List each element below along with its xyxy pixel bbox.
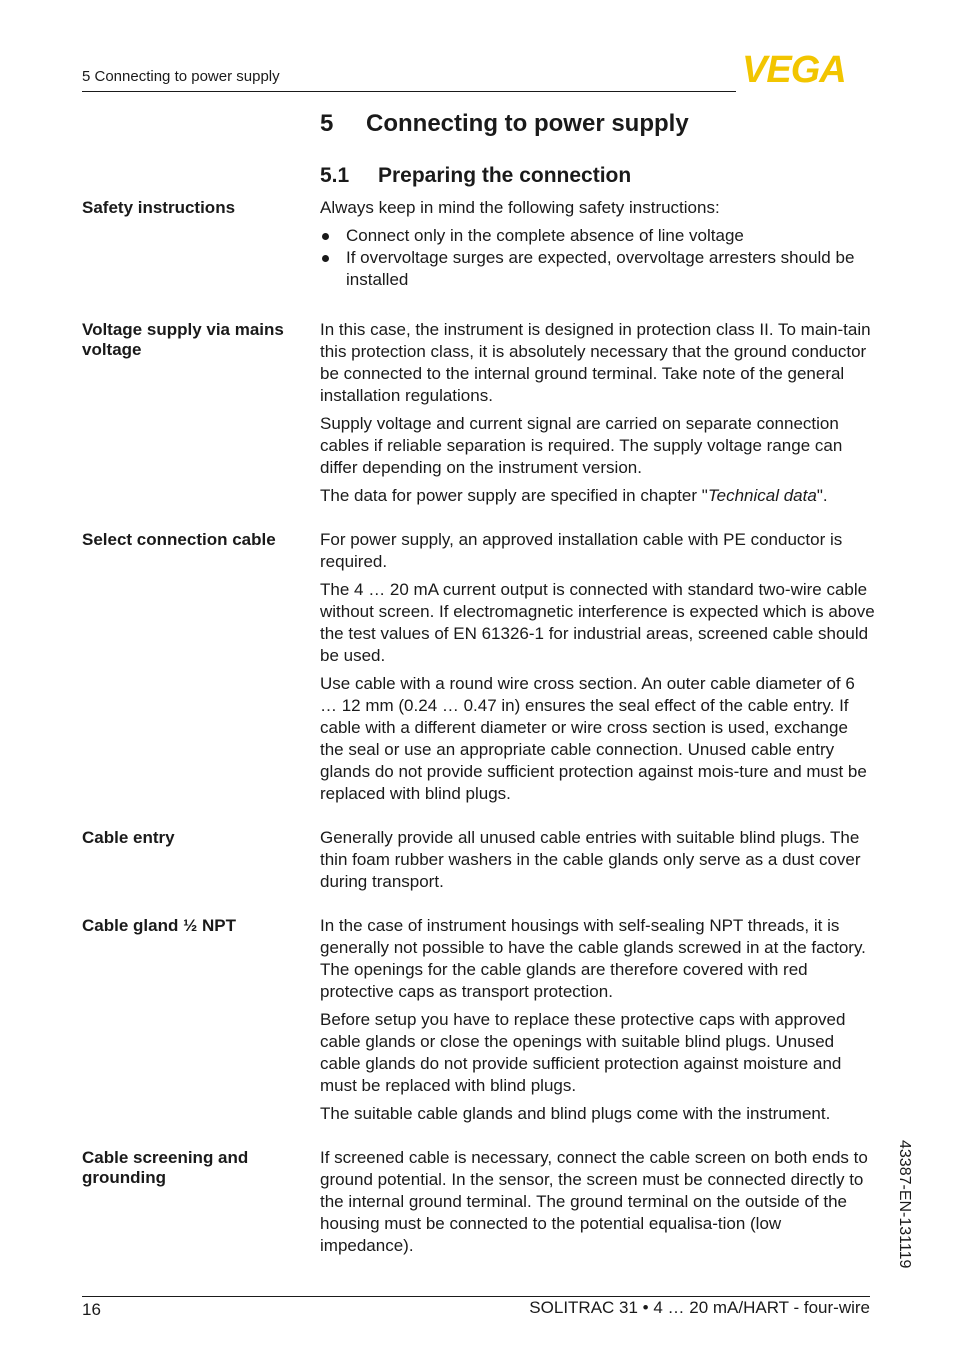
safety-block	[320, 197, 875, 291]
paragraph	[320, 485, 875, 507]
mains-block	[320, 319, 875, 513]
chapter-title: Connecting to power supply	[366, 110, 689, 137]
margin-label-entry: Cable entry	[82, 828, 175, 847]
footer-title: SOLITRAC 31 • 4 … 20 mA/HART - four-wire	[529, 1298, 870, 1317]
page-number: 16	[82, 1300, 101, 1319]
section-number: 5.1	[320, 164, 350, 187]
footer-rule	[82, 1296, 870, 1297]
header-rule	[82, 91, 736, 92]
margin-label-screen: Cable screening and grounding	[82, 1148, 249, 1187]
paragraph: Before setup you have to replace these protective caps with approved cable glands or close the openings with suitable blind plugs. Unused cable glands do not provide sufficient protection against moisture and must be replaced with blind plugs.	[320, 1010, 846, 1095]
gland-block	[320, 915, 875, 1131]
list-item: If overvoltage surges are expected, overvoltage arresters should be installed	[320, 247, 875, 291]
margin-label-mains: Voltage supply via mains voltage	[82, 320, 284, 359]
paragraph: For power supply, an approved installation cable with PE conductor is required.	[320, 530, 843, 571]
running-header: 5 Connecting to power supply	[82, 68, 280, 85]
paragraph: In the case of instrument housings with self-sealing NPT threads, it is generally not possible to have the cable glands screwed in at the factory. The openings for the cable glands are therefore covered with red protective caps as transport protection.	[320, 916, 866, 1001]
entry-block	[320, 827, 875, 899]
safety-intro: Always keep in mind the following safety instructions:	[320, 198, 720, 217]
paragraph: The suitable cable glands and blind plugs come with the instrument.	[320, 1104, 831, 1123]
paragraph: Generally provide all unused cable entries with suitable blind plugs. The thin foam rubber washers in the cable glands only serve as a dust cover during transport.	[320, 828, 861, 891]
chapter-number: 5	[320, 110, 334, 137]
safety-list	[320, 225, 875, 291]
vega-logo	[742, 52, 872, 84]
text-run: The data for power supply are specified in chapter "	[320, 486, 708, 505]
section-title: Preparing the connection	[378, 164, 632, 187]
paragraph: If screened cable is necessary, connect the cable screen on both ends to ground potential. In the sensor, the screen must be connected directly to the internal ground terminal. The ground terminal on the outside of the housing must be connected to the potential equalisa-tion (low impedance).	[320, 1148, 868, 1255]
paragraph: In this case, the instrument is designed in protection class II. To main-tain this protection class, it is absolutely necessary that the ground conductor be connected to the internal ground terminal. Take note of the general installation regulations.	[320, 320, 871, 405]
chapter-reference: Technical data	[707, 486, 817, 505]
logo-text: VEGA	[742, 52, 846, 84]
list-item: Connect only in the complete absence of line voltage	[320, 225, 875, 247]
paragraph: Supply voltage and current signal are carried on separate connection cables if reliable separation is required. The supply voltage range can differ depending on the instrument version.	[320, 414, 843, 477]
text-run: ".	[816, 486, 828, 505]
cable-block	[320, 529, 875, 811]
section-heading	[320, 164, 631, 188]
paragraph: The 4 … 20 mA current output is connected with standard two-wire cable without screen. If electromagnetic interference is expected which is above the test values of EN 61326-1 for industrial areas, screened cable should be used.	[320, 580, 875, 665]
margin-label-gland: Cable gland ½ NPT	[82, 916, 236, 935]
chapter-heading	[320, 110, 689, 138]
margin-label-safety: Safety instructions	[82, 198, 236, 217]
margin-label-cable: Select connection cable	[82, 530, 276, 549]
paragraph: Use cable with a round wire cross section. An outer cable diameter of 6 … 12 mm (0.24 … 0.47 in) ensures the seal effect of the cable entry. If cable with a different diameter or wire cross section is used, exchange the seal or use an appropriate cable connection. Unused cable entry glands do not provide sufficient protection against mois-ture and must be replaced with blind plugs.	[320, 674, 867, 803]
screen-block	[320, 1147, 875, 1263]
document-code: 43387-EN-131119	[896, 1140, 913, 1269]
